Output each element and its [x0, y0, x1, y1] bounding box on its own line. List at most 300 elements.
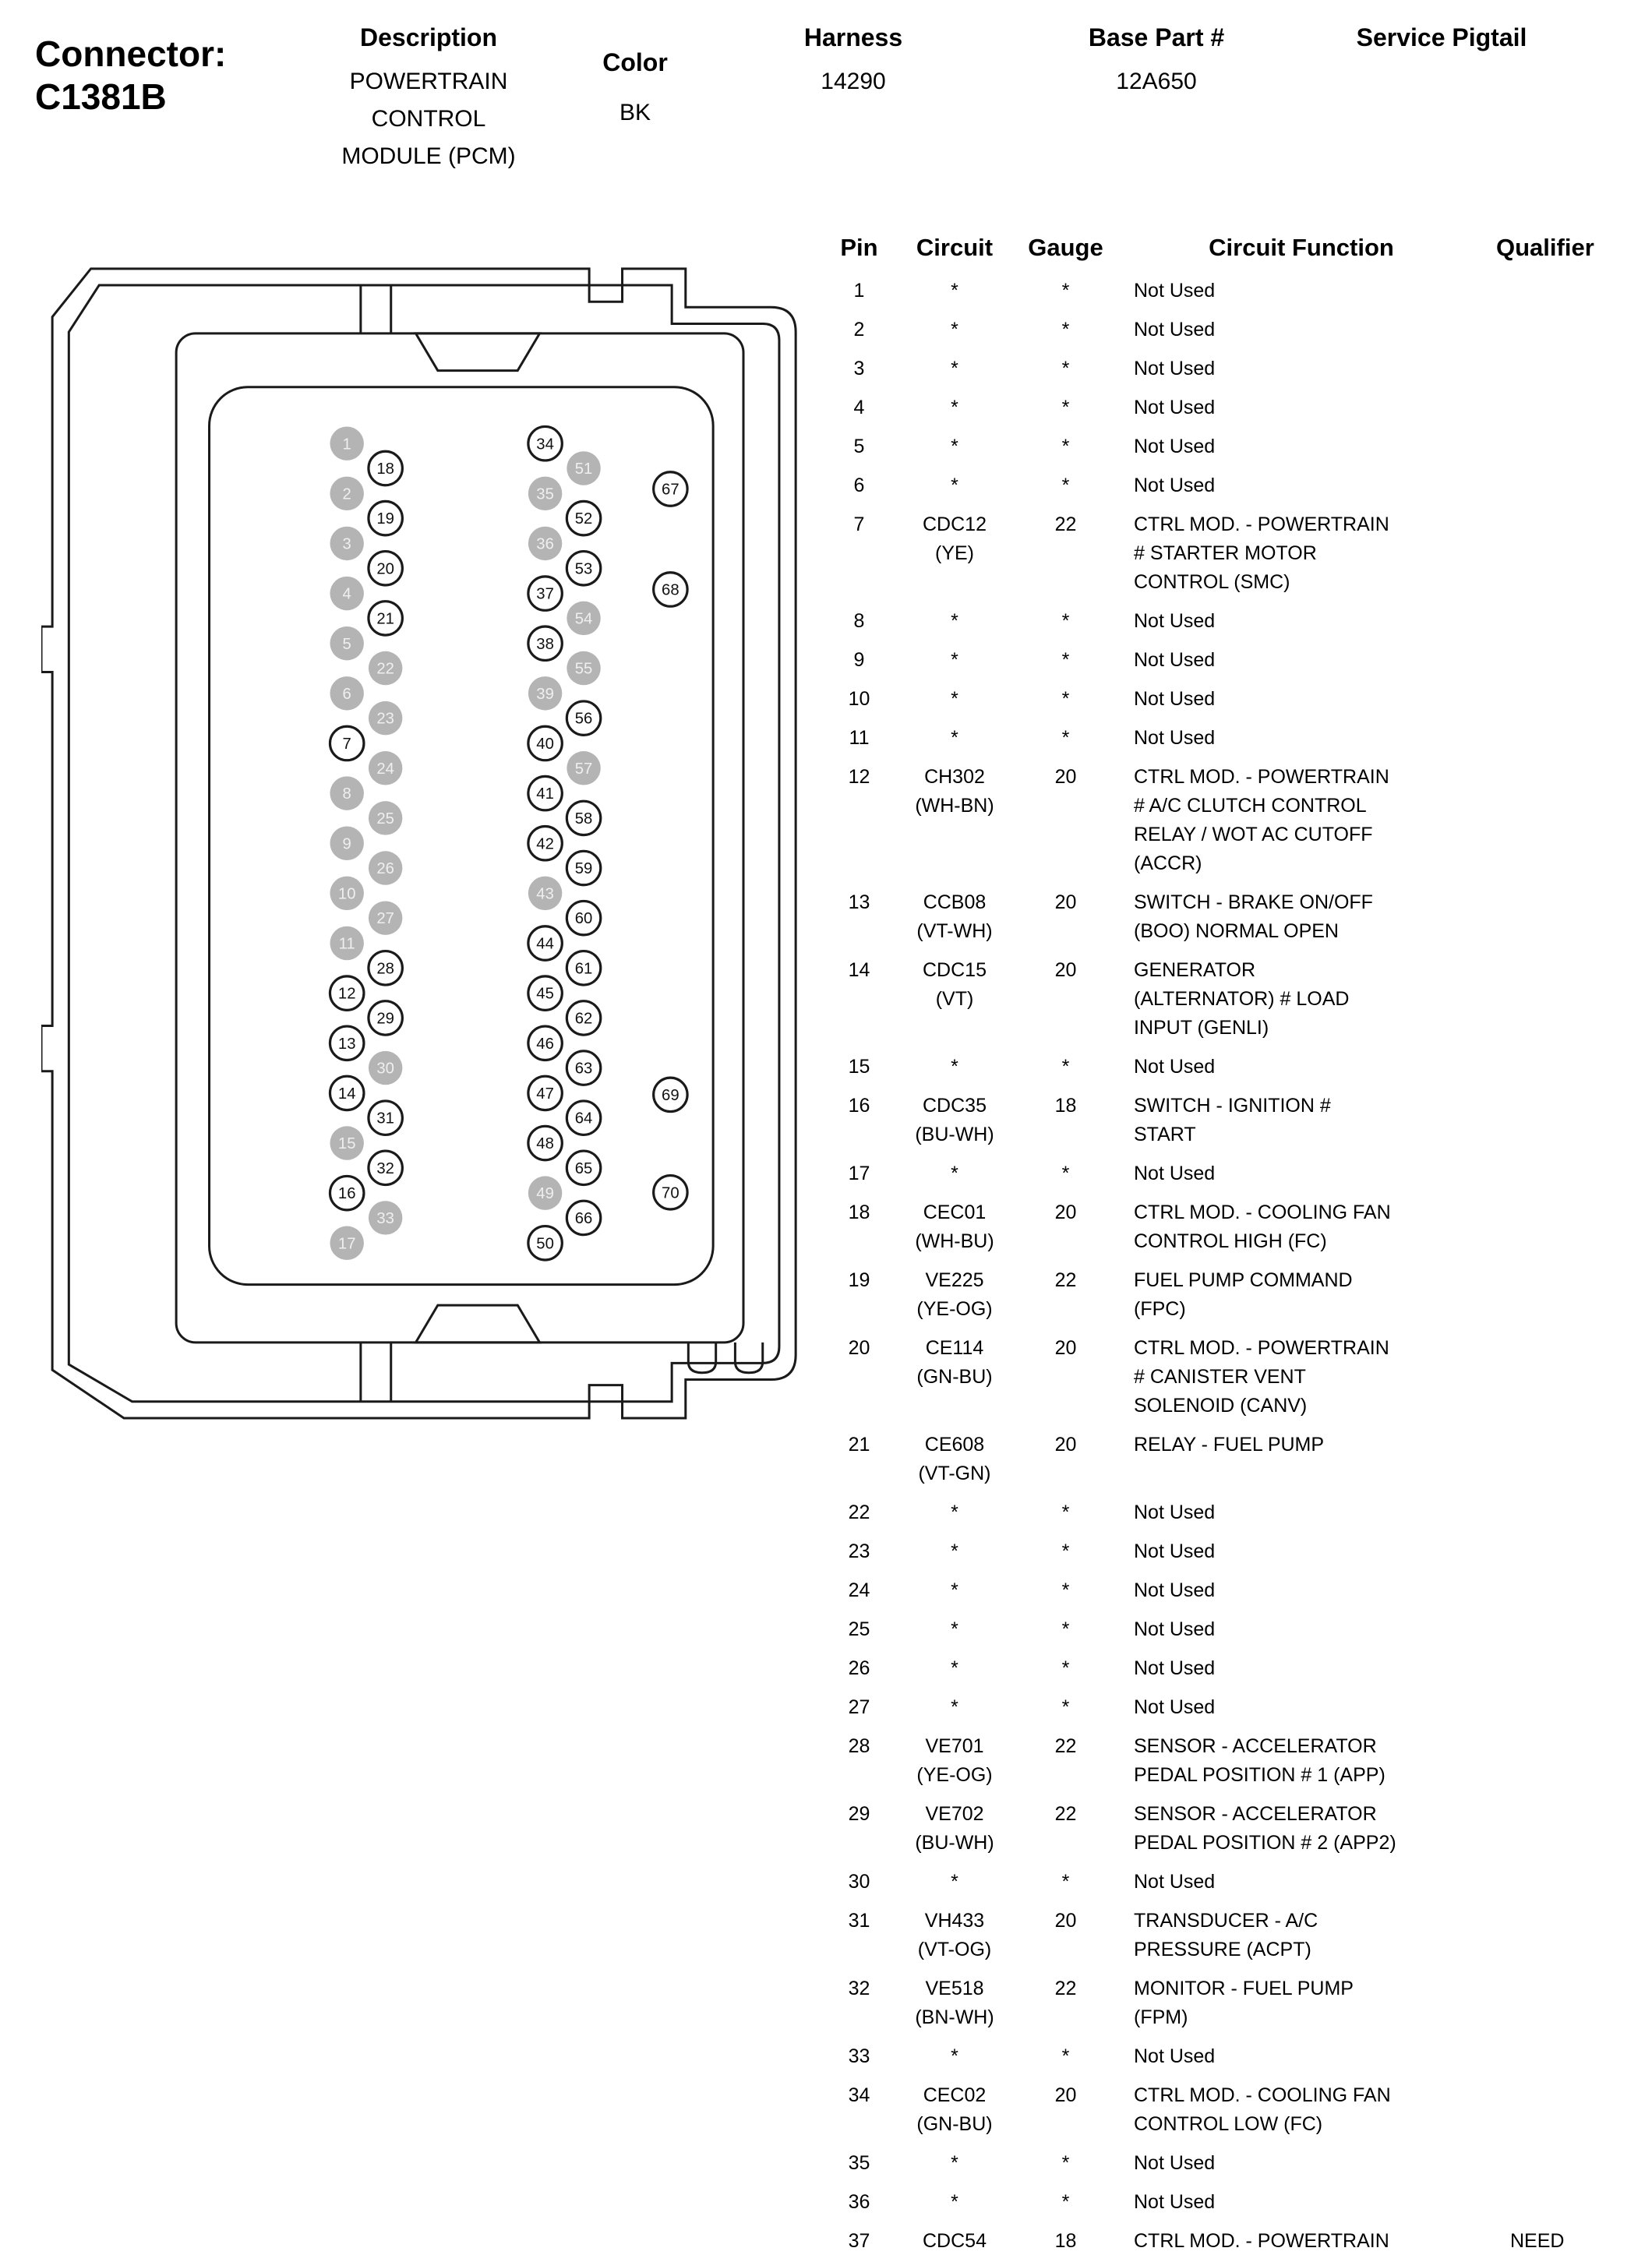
pin-table-header: [826, 234, 1652, 273]
pin-number-cell: 17: [848, 1163, 870, 1184]
qualifier-cell: [1488, 1431, 1652, 1488]
gauge-cell: 20: [1054, 2084, 1077, 2106]
pin-number-cell: 25: [848, 1618, 870, 1640]
circuit-function-cell: Not Used: [1134, 649, 1216, 671]
pin-number-cell: 18: [848, 1202, 870, 1223]
circuit-cell: CE608 (VT-GN): [918, 1434, 991, 1484]
gauge-cell: *: [1061, 397, 1070, 418]
qualifier-cell: [1488, 432, 1652, 461]
qualifier-cell: [1488, 1537, 1652, 1566]
pin-32-number: 32: [376, 1159, 394, 1177]
pin-number-cell: 26: [848, 1657, 870, 1679]
qualifier-cell: [1488, 277, 1652, 305]
table-row: [826, 506, 1652, 603]
mount-lines-top: [361, 285, 391, 333]
key-tab-bottom: [416, 1305, 540, 1343]
pin-10-number: 10: [337, 885, 356, 903]
table-row: [826, 273, 1652, 312]
qualifier-cell: [1488, 355, 1652, 383]
table-row: [826, 1427, 1652, 1494]
pin-28-number: 28: [376, 960, 394, 978]
qualifier-cell: [1488, 2149, 1652, 2178]
table-row: [826, 2184, 1652, 2223]
pin-39-number: 39: [536, 685, 554, 703]
pin-45-number: 45: [536, 985, 554, 1003]
pin-number-cell: 20: [848, 1337, 870, 1359]
connector-id: C1381B: [35, 76, 167, 118]
pin-48-number: 48: [536, 1135, 554, 1153]
pin-63-number: 63: [574, 1060, 593, 1078]
pin-number-cell: 31: [848, 1910, 870, 1932]
table-row: [826, 2145, 1652, 2184]
table-row: [826, 468, 1652, 506]
pin-41-number: 41: [536, 785, 554, 803]
gauge-cell: *: [1061, 1579, 1070, 1601]
pin-24-number: 24: [376, 760, 394, 778]
pin-number-cell: 29: [848, 1803, 870, 1825]
pin-number-cell: 1: [853, 280, 865, 302]
circuit-cell: CDC15 (VT): [923, 959, 987, 1010]
pin-number-cell: 23: [848, 1540, 870, 1562]
table-row: [826, 1864, 1652, 1903]
qualifier-cell: [1488, 1053, 1652, 1082]
circuit-function-cell: Not Used: [1134, 1579, 1216, 1601]
pin-56-number: 56: [574, 710, 593, 728]
gauge-cell: *: [1061, 1696, 1070, 1718]
gauge-cell: 20: [1054, 959, 1077, 981]
pin-2-number: 2: [342, 485, 351, 503]
table-row: [826, 642, 1652, 681]
circuit-function-cell: Not Used: [1134, 727, 1216, 749]
table-row: [826, 720, 1652, 759]
circuit-cell: *: [951, 1163, 958, 1184]
circuit-function-cell: Not Used: [1134, 397, 1216, 418]
pin-53-number: 53: [574, 560, 593, 578]
pin-20-number: 20: [376, 560, 394, 578]
circuit-cell: CCB08 (VT-WH): [916, 891, 993, 942]
pin-50-number: 50: [536, 1235, 554, 1253]
circuit-cell: CEC01 (WH-BU): [915, 1202, 994, 1252]
circuit-function-cell: SENSOR - ACCELERATOR PEDAL POSITION # 2 (APP2): [1134, 1803, 1396, 1854]
circuit-function-cell: Not Used: [1134, 1163, 1216, 1184]
circuit-function-cell: Not Used: [1134, 2045, 1216, 2067]
circuit-cell: VE518 (BN-WH): [915, 1978, 994, 2028]
circuit-function-cell: Not Used: [1134, 2152, 1216, 2174]
circuit-cell: CEC02 (GN-BU): [916, 2084, 993, 2135]
table-row: [826, 351, 1652, 390]
table-row: [826, 681, 1652, 720]
header-base-part: [1055, 23, 1258, 101]
pin-table-rows: [826, 273, 1652, 2262]
qualifier-cell: [1488, 1907, 1652, 1964]
qualifier-cell: [1488, 2188, 1652, 2217]
table-row: [826, 1262, 1652, 1330]
gauge-cell: *: [1061, 319, 1070, 341]
circuit-function-cell: Not Used: [1134, 1657, 1216, 1679]
circuit-cell: *: [951, 1502, 958, 1523]
circuit-function-cell: CTRL MOD. - POWERTRAIN: [1134, 2230, 1389, 2252]
pin-number-cell: 11: [849, 727, 870, 749]
description-value: POWERTRAIN CONTROL MODULE (PCM): [341, 69, 516, 169]
pin-number-cell: 14: [848, 959, 870, 981]
gauge-cell: *: [1061, 610, 1070, 632]
circuit-cell: *: [951, 280, 958, 302]
circuit-function-cell: Not Used: [1134, 1540, 1216, 1562]
gauge-cell: *: [1061, 649, 1070, 671]
qualifier-cell: [1488, 724, 1652, 753]
qualifier-cell: [1488, 1576, 1652, 1605]
gauge-cell: 20: [1054, 891, 1077, 913]
circuit-function-cell: Not Used: [1134, 2191, 1216, 2213]
table-row: [826, 1796, 1652, 1864]
qualifier-cell: [1488, 510, 1652, 597]
circuit-function-cell: Not Used: [1134, 688, 1216, 710]
pin-number-cell: 13: [848, 891, 870, 913]
header-circuit-function: Circuit Function: [1209, 234, 1394, 261]
table-row: [826, 2077, 1652, 2145]
gauge-cell: 22: [1054, 1978, 1077, 1999]
pin-12-number: 12: [337, 985, 356, 1003]
circuit-cell: *: [951, 1056, 958, 1078]
pin-17-number: 17: [337, 1235, 356, 1253]
table-row: [826, 884, 1652, 952]
circuit-cell: CDC12 (YE): [923, 513, 987, 564]
table-row: [826, 1088, 1652, 1156]
pin-number-cell: 7: [853, 513, 865, 535]
harness-value: 14290: [821, 69, 886, 94]
pin-58-number: 58: [574, 810, 593, 828]
pin-27-number: 27: [376, 910, 394, 928]
circuit-function-cell: Not Used: [1134, 475, 1216, 496]
pin-3-number: 3: [342, 535, 351, 553]
pin-number-cell: 15: [848, 1056, 870, 1078]
pin-34-number: 34: [536, 436, 554, 453]
circuit-function-cell: Not Used: [1134, 280, 1216, 302]
circuit-function-cell: Not Used: [1134, 1618, 1216, 1640]
pin-number-cell: 2: [853, 319, 865, 341]
pin-25-number: 25: [376, 810, 394, 828]
table-row: [826, 2223, 1652, 2262]
pin-table: [826, 234, 1652, 2262]
gauge-cell: 22: [1054, 1735, 1077, 1757]
table-row: [826, 429, 1652, 468]
circuit-function-cell: Not Used: [1134, 1502, 1216, 1523]
pin-61-number: 61: [574, 960, 593, 978]
circuit-function-cell: GENERATOR (ALTERNATOR) # LOAD INPUT (GENLI): [1134, 959, 1350, 1039]
harness-label: Harness: [803, 23, 903, 51]
circuit-function-cell: RELAY - FUEL PUMP: [1134, 1434, 1325, 1456]
circuit-cell: CDC54: [923, 2230, 987, 2252]
pin-59-number: 59: [574, 860, 593, 878]
pin-18-number: 18: [376, 461, 394, 478]
pin-14-number: 14: [337, 1085, 356, 1103]
qualifier-cell: [1488, 1615, 1652, 1644]
gauge-cell: 20: [1054, 766, 1077, 788]
qualifier-cell: [1488, 1498, 1652, 1527]
pin-65-number: 65: [574, 1159, 593, 1177]
qualifier-cell: [1488, 685, 1652, 714]
circuit-cell: *: [951, 1618, 958, 1640]
circuit-cell: *: [951, 1871, 958, 1893]
connector-outer-outline: [41, 269, 796, 1418]
qualifier-cell: [1488, 393, 1652, 422]
pin-number-cell: 8: [853, 610, 865, 632]
pin-number-cell: 21: [848, 1434, 870, 1456]
pin-number-cell: 28: [848, 1735, 870, 1757]
pin-35-number: 35: [536, 485, 554, 503]
gauge-cell: *: [1061, 2152, 1070, 2174]
pin-52-number: 52: [574, 510, 593, 528]
qualifier-cell: [1488, 1198, 1652, 1256]
gauge-cell: 20: [1054, 1202, 1077, 1223]
circuit-function-cell: SENSOR - ACCELERATOR PEDAL POSITION # 1 (APP): [1134, 1735, 1385, 1786]
circuit-cell: *: [951, 319, 958, 341]
gauge-cell: *: [1061, 2191, 1070, 2213]
table-row: [826, 952, 1652, 1049]
pin-69-number: 69: [662, 1086, 680, 1104]
circuit-cell: *: [951, 1540, 958, 1562]
table-row: [826, 1611, 1652, 1650]
pin-number-cell: 6: [853, 475, 865, 496]
pin-1-number: 1: [342, 436, 351, 453]
pin-8-number: 8: [342, 785, 351, 803]
qualifier-cell: [1488, 1334, 1652, 1420]
table-row: [826, 390, 1652, 429]
header-qualifier: Qualifier: [1496, 234, 1594, 261]
connector-label: Connector:: [35, 34, 227, 74]
circuit-cell: *: [951, 2045, 958, 2067]
pin-7-number: 7: [342, 736, 351, 753]
pin-number-cell: 12: [848, 766, 870, 788]
table-row: [826, 1195, 1652, 1262]
pin-30-number: 30: [376, 1060, 394, 1078]
mount-lines-bottom: [361, 1343, 391, 1402]
pin-64-number: 64: [574, 1110, 593, 1127]
pin-37-number: 37: [536, 585, 554, 603]
pin-42-number: 42: [536, 835, 554, 853]
circuit-cell: *: [951, 1657, 958, 1679]
pin-57-number: 57: [574, 760, 593, 778]
qualifier-cell: [1488, 1800, 1652, 1858]
pin-40-number: 40: [536, 736, 554, 753]
pin-49-number: 49: [536, 1185, 554, 1203]
header-pin: Pin: [840, 234, 878, 261]
pin-33-number: 33: [376, 1210, 394, 1228]
circuit-cell: VH433 (VT-OG): [917, 1910, 992, 1960]
pin-67-number: 67: [662, 481, 680, 499]
gauge-cell: 18: [1054, 1095, 1077, 1117]
circuit-cell: *: [951, 610, 958, 632]
pin-15-number: 15: [337, 1135, 356, 1153]
circuit-cell: VE225 (YE-OG): [916, 1269, 993, 1320]
table-row: [826, 759, 1652, 884]
header-color: [577, 48, 694, 132]
qualifier-cell: [1488, 2081, 1652, 2139]
pin-16-number: 16: [337, 1185, 356, 1203]
qualifier-cell: [1488, 888, 1652, 946]
circuit-function-cell: CTRL MOD. - POWERTRAIN # STARTER MOTOR CONTROL (SMC): [1134, 513, 1389, 593]
circuit-cell: *: [951, 436, 958, 457]
pin-43-number: 43: [536, 885, 554, 903]
circuit-cell: CE114 (GN-BU): [916, 1337, 993, 1388]
gauge-cell: *: [1061, 1618, 1070, 1640]
pin-6-number: 6: [342, 685, 351, 703]
circuit-cell: VE701 (YE-OG): [916, 1735, 993, 1786]
pin-13-number: 13: [337, 1035, 356, 1053]
table-row: [826, 603, 1652, 642]
color-value: BK: [619, 100, 651, 125]
latch-tab-2: [735, 1343, 762, 1373]
table-row: [826, 1533, 1652, 1572]
table-row: [826, 1156, 1652, 1195]
pin-field-inner-frame: [210, 387, 714, 1285]
circuit-function-cell: SWITCH - IGNITION # START: [1134, 1095, 1331, 1145]
pin-number-cell: 37: [848, 2230, 870, 2252]
pin-36-number: 36: [536, 535, 554, 553]
qualifier-cell: [1488, 1693, 1652, 1722]
header-harness: [764, 23, 943, 101]
gauge-cell: *: [1061, 1502, 1070, 1523]
circuit-function-cell: Not Used: [1134, 610, 1216, 632]
circuit-function-cell: Not Used: [1134, 358, 1216, 379]
table-row: [826, 1049, 1652, 1088]
pin-number-cell: 22: [848, 1502, 870, 1523]
gauge-cell: 20: [1054, 1434, 1077, 1456]
circuit-function-cell: SWITCH - BRAKE ON/OFF (BOO) NORMAL OPEN: [1134, 891, 1373, 942]
circuit-cell: *: [951, 1696, 958, 1718]
qualifier-cell: [1488, 763, 1652, 878]
gauge-cell: *: [1061, 436, 1070, 457]
pin-number-cell: 3: [853, 358, 865, 379]
gauge-cell: *: [1061, 280, 1070, 302]
circuit-cell: CH302 (WH-BN): [915, 766, 994, 817]
pin-23-number: 23: [376, 710, 394, 728]
pin-22-number: 22: [376, 660, 394, 678]
pin-70-number: 70: [662, 1184, 680, 1202]
latch-tab-1: [688, 1343, 715, 1373]
table-row: [826, 1330, 1652, 1427]
gauge-cell: *: [1061, 1871, 1070, 1893]
pin-4-number: 4: [342, 585, 351, 603]
pin-29-number: 29: [376, 1010, 394, 1028]
gauge-cell: 18: [1054, 2230, 1077, 2252]
gauge-cell: *: [1061, 2045, 1070, 2067]
table-row: [826, 2038, 1652, 2077]
pin-62-number: 62: [574, 1010, 593, 1028]
table-row: [826, 1728, 1652, 1796]
qualifier-cell: [1488, 1974, 1652, 2032]
gauge-cell: *: [1061, 1657, 1070, 1679]
circuit-cell: *: [951, 2152, 958, 2174]
pin-46-number: 46: [536, 1035, 554, 1053]
gauge-cell: *: [1061, 475, 1070, 496]
qualifier-cell: [1488, 1159, 1652, 1188]
pin-5-number: 5: [342, 635, 351, 653]
pin-number-cell: 24: [848, 1579, 870, 1601]
base-part-label: Base Part #: [1088, 23, 1225, 51]
gauge-cell: 22: [1054, 1269, 1077, 1291]
circuit-cell: *: [951, 358, 958, 379]
qualifier-cell: [1488, 1654, 1652, 1683]
pin-number-cell: 33: [848, 2045, 870, 2067]
connector-diagram: [41, 255, 826, 1425]
pin-number-cell: 9: [853, 649, 865, 671]
pin-number-cell: 32: [848, 1978, 870, 1999]
header-circuit: Circuit: [916, 234, 994, 261]
table-row: [826, 1689, 1652, 1728]
pin-number-cell: 19: [848, 1269, 870, 1291]
qualifier-cell: [1488, 471, 1652, 500]
gauge-cell: *: [1061, 358, 1070, 379]
pin-number-cell: 4: [853, 397, 865, 418]
table-row: [826, 1494, 1652, 1533]
gauge-cell: 20: [1054, 1337, 1077, 1359]
qualifier-cell: [1488, 646, 1652, 675]
pin-26-number: 26: [376, 860, 394, 878]
header-gauge: Gauge: [1028, 234, 1103, 261]
circuit-cell: *: [951, 475, 958, 496]
circuit-cell: *: [951, 2191, 958, 2213]
table-row: [826, 1971, 1652, 2038]
gauge-cell: *: [1061, 1056, 1070, 1078]
qualifier-cell: [1488, 956, 1652, 1043]
circuit-cell: CDC35 (BU-WH): [915, 1095, 994, 1145]
table-row: [826, 312, 1652, 351]
pin-51-number: 51: [574, 461, 593, 478]
circuit-cell: *: [951, 1579, 958, 1601]
pin-number-cell: 35: [848, 2152, 870, 2174]
circuit-function-cell: Not Used: [1134, 1871, 1216, 1893]
gauge-cell: *: [1061, 727, 1070, 749]
connector-title: [35, 33, 226, 118]
qualifier-cell: [1488, 2042, 1652, 2071]
qualifier-cell: [1488, 1092, 1652, 1149]
pin-number-cell: 10: [848, 688, 870, 710]
color-label: Color: [602, 48, 668, 76]
key-tab-top: [416, 333, 540, 371]
pin-number-cell: 34: [848, 2084, 870, 2106]
table-row: [826, 1572, 1652, 1611]
circuit-function-cell: CTRL MOD. - COOLING FAN CONTROL HIGH (FC): [1134, 1202, 1391, 1252]
circuit-function-cell: Not Used: [1134, 1696, 1216, 1718]
pin-54-number: 54: [574, 610, 593, 628]
pin-31-number: 31: [376, 1110, 394, 1127]
pin-19-number: 19: [376, 510, 394, 528]
circuit-function-cell: Not Used: [1134, 436, 1216, 457]
table-row: [826, 1650, 1652, 1689]
circuit-cell: *: [951, 688, 958, 710]
service-pigtail-label: Service Pigtail: [1356, 23, 1527, 51]
table-row: [826, 1903, 1652, 1971]
gauge-cell: 22: [1054, 513, 1077, 535]
circuit-function-cell: Not Used: [1134, 1056, 1216, 1078]
circuit-function-cell: CTRL MOD. - COOLING FAN CONTROL LOW (FC): [1134, 2084, 1391, 2135]
circuit-cell: *: [951, 397, 958, 418]
gauge-cell: *: [1061, 1163, 1070, 1184]
pin-9-number: 9: [342, 835, 351, 853]
qualifier-cell: NEED: [1510, 2230, 1565, 2252]
qualifier-cell: [1488, 1868, 1652, 1897]
pin-number-cell: 16: [848, 1095, 870, 1117]
circuit-function-cell: CTRL MOD. - POWERTRAIN # A/C CLUTCH CONTROL RELAY / WOT AC CUTOFF (ACCR): [1134, 766, 1389, 874]
pin-47-number: 47: [536, 1085, 554, 1103]
pin-number-cell: 30: [848, 1871, 870, 1893]
circuit-function-cell: MONITOR - FUEL PUMP (FPM): [1134, 1978, 1354, 2028]
pin-68-number: 68: [662, 581, 680, 599]
qualifier-cell: [1488, 1266, 1652, 1324]
pin-number-cell: 5: [853, 436, 865, 457]
qualifier-cell: [1488, 1732, 1652, 1790]
